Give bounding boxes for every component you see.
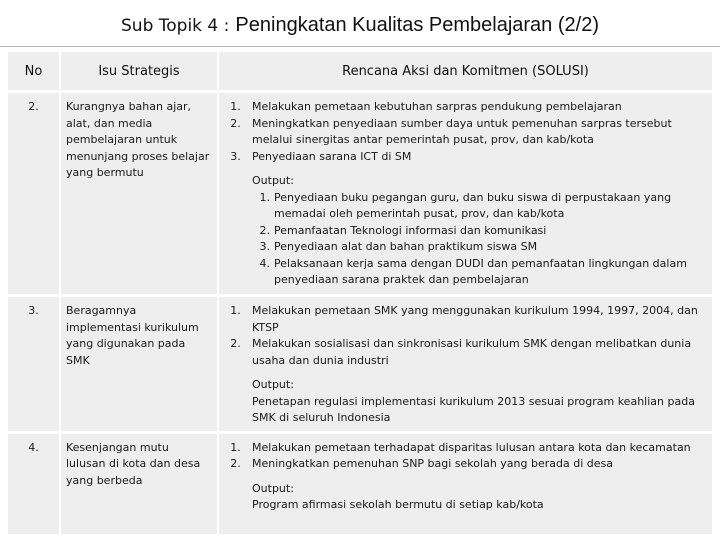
row-number: 2. [8,93,61,297]
issue-text: Kurangnya bahan ajar, alat, dan media pembelajaran untuk menunjang proses belajar yang bermutu [61,93,219,297]
output-block [219,481,706,514]
title-main: Peningkatan Kualitas Pembelajaran (2/2) [235,14,599,36]
action-cell [219,297,712,434]
output-label: Output: [252,174,294,187]
row-number: 4. [8,434,61,534]
title-prefix: Sub Topik 4 : [121,16,230,36]
output-label: Output: [252,481,294,495]
list-item: 2. Meningkatkan penyediaan sumber daya untuk pemenuhan sarpras tersebut melalui sinergitas antar pemerintah pusat, prov, dan kab/kota [230,116,672,146]
column-header-issue: Isu Strategis [61,52,219,93]
list-item: 3. Penyediaan alat dan bahan praktikum siswa SM [259,240,538,253]
title-divider [0,46,720,47]
page-title [0,14,720,37]
list-item: 4. Pelaksanaan kerja sama dengan DUDI dan pemanfaatan lingkungan dalam penyediaan sarana praktek dan pembelajaran [259,256,687,286]
strategy-table [8,52,712,534]
output-list [252,190,706,289]
column-header-action: Rencana Aksi dan Komitmen (SOLUSI) [219,52,712,93]
action-list [219,440,706,473]
list-item: 3. Penyediaan sarana ICT di SM [230,149,412,163]
action-list [219,99,706,165]
list-item: 1. Melakukan pemetaan terhadapat disparitas lulusan antara kota dan kecamatan [230,440,691,454]
issue-text: Beragamnya implementasi kurikulum yang digunakan pada SMK [61,297,219,434]
output-block [219,377,706,427]
list-item: 1. Melakukan pemetaan kebutuhan sarpras pendukung pembelajaran [230,100,622,113]
action-list [219,303,706,369]
list-item: 1. Penyediaan buku pegangan guru, dan buku siswa di perpustakaan yang memadai oleh pemerintah pusat, prov, dan kab/kota [259,190,672,220]
output-label: Output: [252,378,294,391]
list-item: 1. Melakukan pemetaan SMK yang menggunakan kurikulum 1994, 1997, 2004, dan KTSP [230,304,698,334]
table-header-row [8,52,712,93]
list-item: 2. Melakukan sosialisasi dan sinkronisasi kurikulum SMK dengan melibatkan dunia usaha dan dunia industri [230,337,692,367]
output-text: Penetapan regulasi implementasi kurikulum 2013 sesuai program keahlian pada SMK di seluruh Indonesia [252,394,695,424]
output-block [219,173,706,289]
table-row [8,434,712,534]
column-header-no: No [8,52,61,93]
list-item: 2. Pemanfaatan Teknologi informasi dan komunikasi [259,223,547,237]
row-number: 3. [8,297,61,434]
action-cell [219,434,712,534]
output-text: Program afirmasi sekolah bermutu di setiap kab/kota [252,498,544,511]
action-cell [219,93,712,297]
issue-text: Kesenjangan mutu lulusan di kota dan desa yang berbeda [61,434,219,534]
list-item: 2. Meningkatkan pemenuhan SNP bagi sekolah yang berada di desa [230,457,613,470]
table-row [8,297,712,434]
table-row [8,93,712,297]
